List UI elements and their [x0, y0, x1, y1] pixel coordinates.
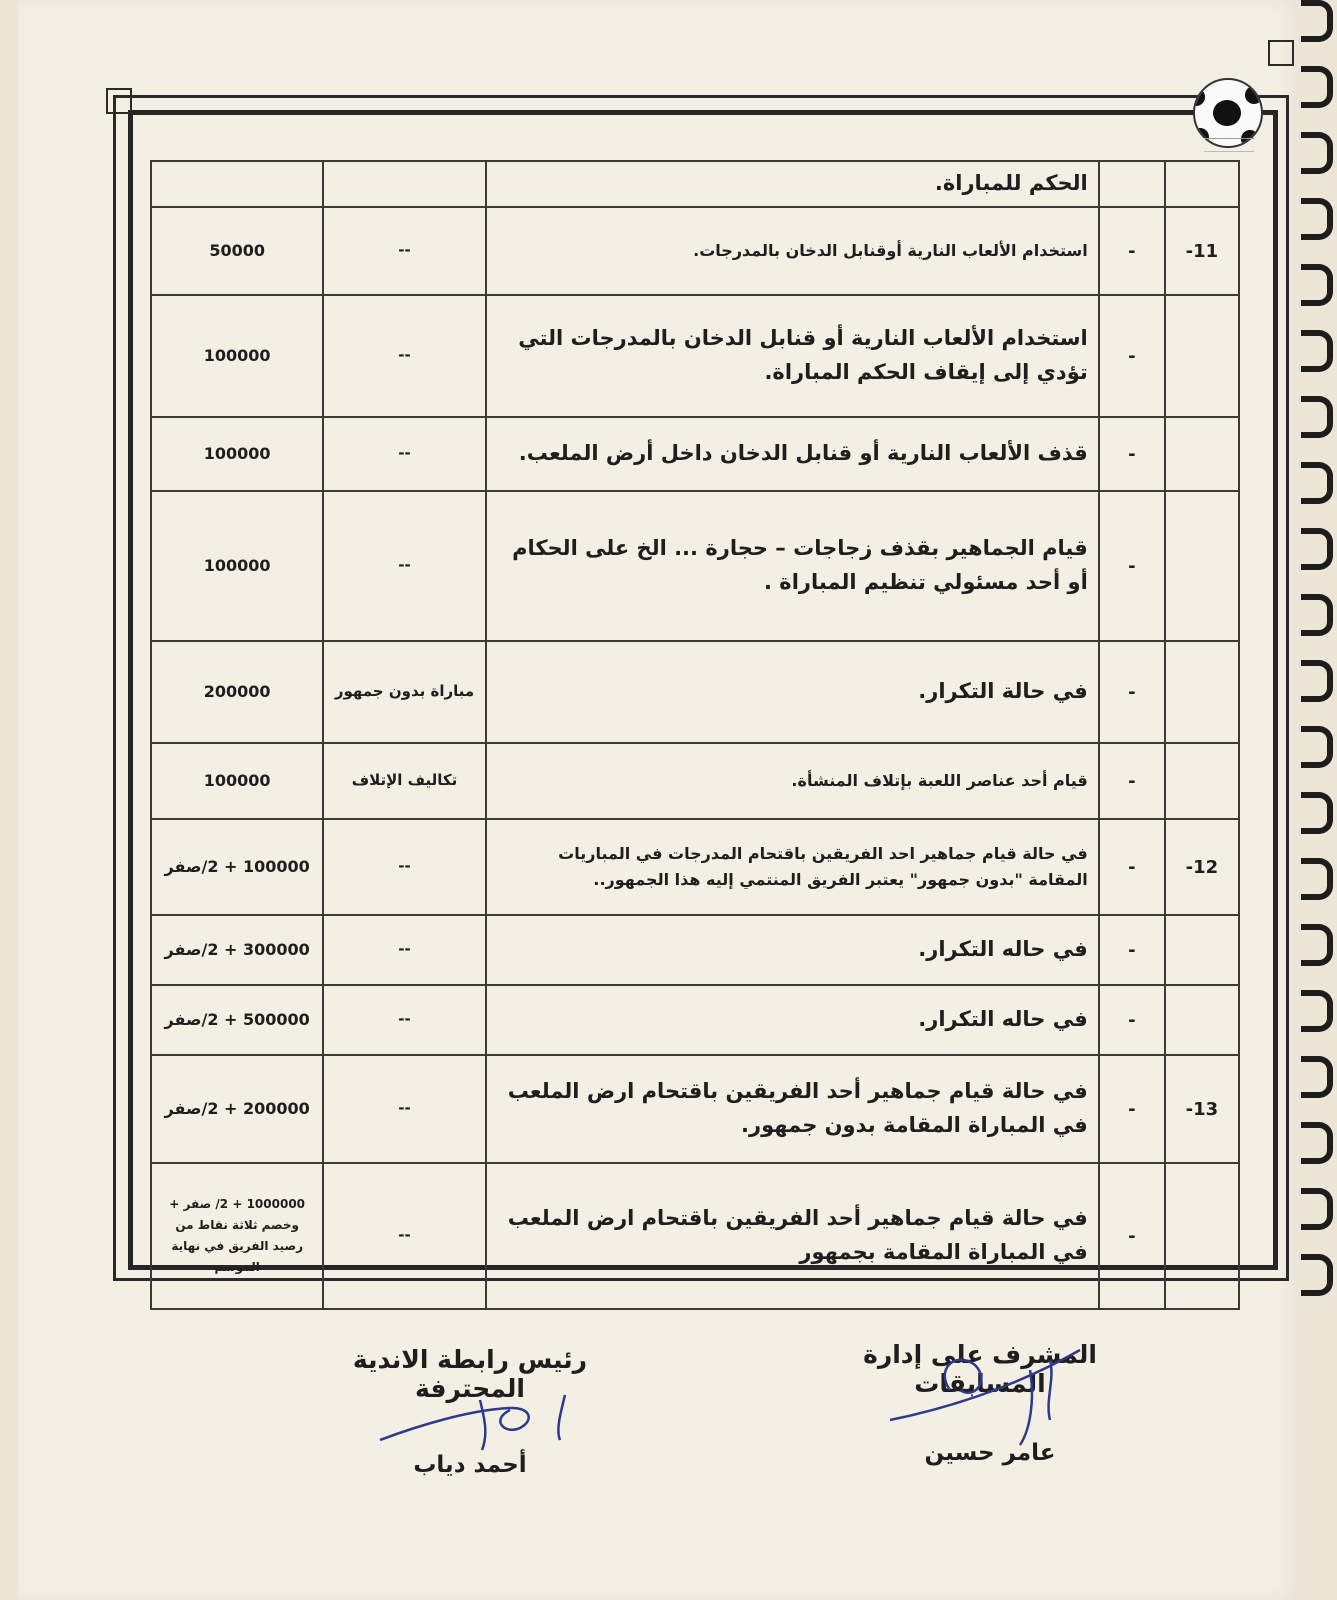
fine-amount: 200000 — [151, 641, 323, 743]
logo-caption — [1204, 138, 1254, 152]
sanction-cell: -- — [323, 295, 485, 417]
sanction-cell: -- — [323, 491, 485, 641]
supervisor-title: المشرف على إدارة المسابقات — [863, 1340, 1097, 1398]
sanction-cell: -- — [323, 1163, 485, 1309]
table-row — [151, 161, 1239, 207]
table-row — [151, 819, 1239, 915]
sanction-cell: -- — [323, 417, 485, 491]
sanction-cell: تكاليف الإتلاف — [323, 743, 485, 819]
supervisor-name: عامر حسين — [924, 1440, 1056, 1466]
sanction-cell: -- — [323, 985, 485, 1055]
item-number — [1165, 417, 1239, 491]
league-president-name: أحمد دياب — [413, 1452, 527, 1478]
table-row — [151, 1055, 1239, 1163]
item-number — [1165, 491, 1239, 641]
table-row — [151, 1163, 1239, 1309]
sanction-cell — [323, 161, 485, 207]
sub-item-marker: - — [1099, 985, 1165, 1055]
sub-item-marker: - — [1099, 915, 1165, 985]
fine-amount: 100000 — [151, 743, 323, 819]
league-president-title: رئيس رابطة الاندية المحترفة — [352, 1345, 588, 1403]
table-row — [151, 743, 1239, 819]
sub-item-marker: - — [1099, 641, 1165, 743]
table-row — [151, 985, 1239, 1055]
item-number — [1165, 1163, 1239, 1309]
violation-description: قيام الجماهير بقذف زجاجات – حجارة ... الخ على الحكام أو أحد مسئولي تنظيم المباراة . — [486, 491, 1099, 641]
sub-item-marker: - — [1099, 207, 1165, 295]
violation-description: في حاله التكرار. — [486, 915, 1099, 985]
violation-description: قذف الألعاب النارية أو قنابل الدخان داخل أرض الملعب. — [486, 417, 1099, 491]
fine-amount: 300000 + 2/صفر — [151, 915, 323, 985]
fine-amount: 200000 + 2/صفر — [151, 1055, 323, 1163]
fine-amount: 500000 + 2/صفر — [151, 985, 323, 1055]
violation-description: في حاله التكرار. — [486, 985, 1099, 1055]
spiral-binding — [1297, 0, 1337, 1600]
fine-amount: 100000 — [151, 491, 323, 641]
sanction-cell: مباراة بدون جمهور — [323, 641, 485, 743]
violation-description: الحكم للمباراة. — [486, 161, 1099, 207]
item-number — [1165, 641, 1239, 743]
sanction-cell: -- — [323, 819, 485, 915]
violation-description: في حالة التكرار. — [486, 641, 1099, 743]
sub-item-marker: - — [1099, 1055, 1165, 1163]
item-number: 11- — [1165, 207, 1239, 295]
item-number: 13- — [1165, 1055, 1239, 1163]
sub-item-marker: - — [1099, 1163, 1165, 1309]
violation-description: في حالة قيام جماهير أحد الفريقين باقتحام ارض الملعب في المباراة المقامة بجمهور — [486, 1163, 1099, 1309]
table-row — [151, 491, 1239, 641]
item-number: 12- — [1165, 819, 1239, 915]
fine-amount: 100000 + 2/صفر — [151, 819, 323, 915]
table-row — [151, 915, 1239, 985]
fine-amount: 100000 — [151, 417, 323, 491]
violation-description: استخدام الألعاب النارية أوقنابل الدخان بالمدرجات. — [486, 207, 1099, 295]
sub-item-marker — [1099, 161, 1165, 207]
sub-item-marker: - — [1099, 819, 1165, 915]
sanction-cell: -- — [323, 915, 485, 985]
item-number — [1165, 985, 1239, 1055]
sanction-cell: -- — [323, 1055, 485, 1163]
border-corner — [1268, 40, 1294, 66]
fine-amount: 100000 — [151, 295, 323, 417]
table-row — [151, 295, 1239, 417]
handwritten-signature-right — [880, 1330, 1120, 1450]
fine-amount: 50000 — [151, 207, 323, 295]
item-number — [1165, 915, 1239, 985]
sub-item-marker: - — [1099, 491, 1165, 641]
violation-description: قيام أحد عناصر اللعبة بإتلاف المنشأة. — [486, 743, 1099, 819]
sub-item-marker: - — [1099, 295, 1165, 417]
violation-description: في حالة قيام جماهير احد الفريقين باقتحام المدرجات في المباريات المقامة "بدون جمهور" يعتبر الفريق المنتمي إليه هذا الجمهور.. — [486, 819, 1099, 915]
penalties-table — [150, 160, 1240, 1310]
sub-item-marker: - — [1099, 417, 1165, 491]
sanction-cell: -- — [323, 207, 485, 295]
table-row — [151, 207, 1239, 295]
fine-amount: 1000000 + 2/ صفر + وخصم ثلاثة نقاط من رصيد الفريق في نهاية الموسم — [151, 1163, 323, 1309]
border-corner — [106, 88, 132, 114]
item-number — [1165, 295, 1239, 417]
violation-description: في حالة قيام جماهير أحد الفريقين باقتحام ارض الملعب في المباراة المقامة بدون جمهور. — [486, 1055, 1099, 1163]
table-row — [151, 417, 1239, 491]
handwritten-signature-left — [360, 1380, 620, 1460]
table-row — [151, 641, 1239, 743]
fine-amount — [151, 161, 323, 207]
sub-item-marker: - — [1099, 743, 1165, 819]
item-number — [1165, 161, 1239, 207]
item-number — [1165, 743, 1239, 819]
violation-description: استخدام الألعاب النارية أو قنابل الدخان بالمدرجات التي تؤدي إلى إيقاف الحكم المباراة. — [486, 295, 1099, 417]
